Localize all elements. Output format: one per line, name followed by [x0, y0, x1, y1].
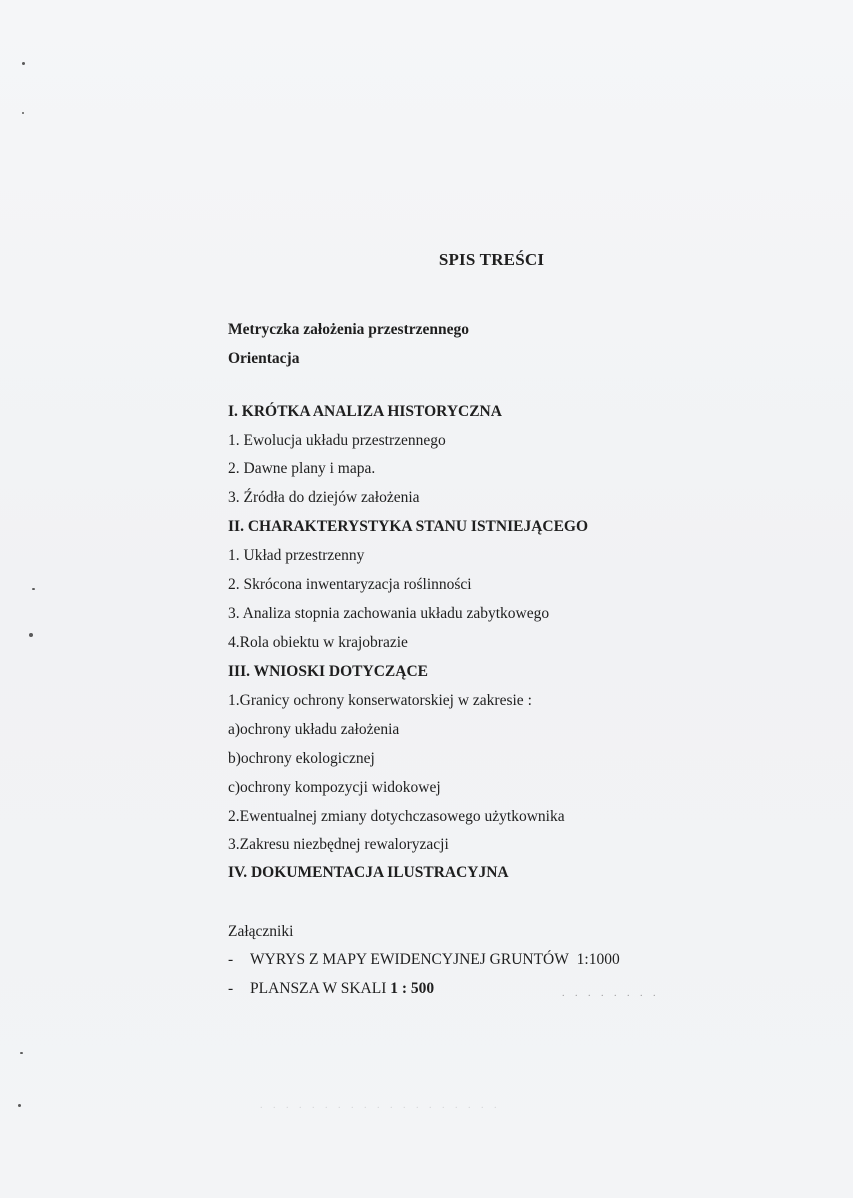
- section-heading: I. KRÓTKA ANALIZA HISTORYCZNA: [228, 403, 502, 420]
- toc-item: b)ochrony ekologicznej: [228, 750, 375, 767]
- toc-item: 2. Dawne plany i mapa.: [228, 460, 376, 477]
- toc-item: 3. Źródła do dziejów założenia: [228, 489, 420, 506]
- section-heading: II. CHARAKTERYSTYKA STANU ISTNIEJĄCEGO: [228, 518, 589, 535]
- toc-item: 4.Rola obiektu w krajobrazie: [228, 634, 408, 651]
- attachment-scale: 1:1000: [576, 951, 620, 968]
- attachments-label: Załączniki: [228, 923, 294, 940]
- toc-item: a)ochrony układu założenia: [228, 721, 400, 738]
- attachment-item: [228, 950, 620, 970]
- attachment-bullet: -: [228, 980, 234, 997]
- scan-speck: [22, 112, 24, 114]
- toc-item: 1. Układ przestrzenny: [228, 547, 365, 564]
- scan-artifact: . . . . . . . . . . . . . . . . . . .: [260, 1100, 501, 1111]
- attachment-item: [228, 979, 434, 999]
- toc-item: c)ochrony kompozycji widokowej: [228, 779, 441, 796]
- toc-item: 3. Analiza stopnia zachowania układu zabytkowego: [228, 605, 550, 622]
- scan-speck: [29, 633, 33, 637]
- toc-item: 2.Ewentualnej zmiany dotychczasowego użytkownika: [228, 808, 565, 825]
- toc-item: 3.Zakresu niezbędnej rewaloryzacji: [228, 836, 449, 853]
- scan-speck: [20, 1052, 23, 1054]
- scan-speck: [32, 588, 35, 590]
- document-title: SPIS TREŚCI: [438, 250, 545, 269]
- attachment-text: PLANSZA W SKALI: [250, 980, 387, 997]
- attachment-bullet: -: [228, 951, 234, 968]
- attachment-text: WYRYS Z MAPY EWIDENCYJNEJ GRUNTÓW: [250, 951, 569, 968]
- toc-item: 1. Ewolucja układu przestrzennego: [228, 432, 446, 449]
- toc-item: 2. Skrócona inwentaryzacja roślinności: [228, 576, 472, 593]
- intro-line: Metryczka założenia przestrzennego: [228, 321, 470, 338]
- scan-artifact: . . . . . . . .: [562, 988, 660, 999]
- scan-speck: [18, 1104, 21, 1107]
- intro-line: Orientacja: [228, 350, 300, 367]
- attachment-scale: 1 : 500: [390, 980, 435, 997]
- toc-item: 1.Granicy ochrony konserwatorskiej w zakresie :: [228, 692, 532, 709]
- section-heading: III. WNIOSKI DOTYCZĄCE: [228, 663, 428, 680]
- section-heading: IV. DOKUMENTACJA ILUSTRACYJNA: [228, 864, 509, 881]
- scan-speck: [22, 62, 25, 65]
